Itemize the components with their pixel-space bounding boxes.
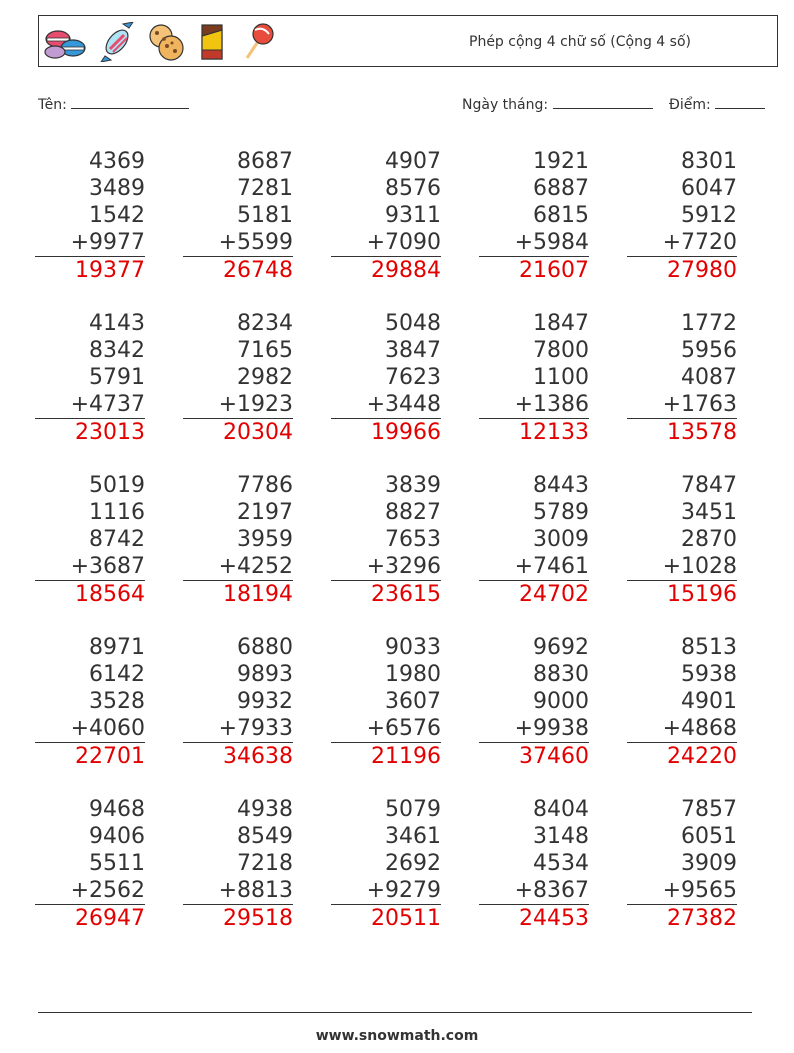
addition-problem	[183, 634, 293, 771]
answer: 23615	[371, 582, 441, 607]
addend: 9406	[89, 824, 145, 849]
addition-problem	[627, 634, 737, 771]
answer: 27382	[667, 906, 737, 931]
addend: 8342	[89, 338, 145, 363]
addition-problem	[183, 310, 293, 447]
answer: 23013	[75, 420, 145, 445]
addend: 7857	[681, 797, 737, 822]
addend: 2692	[385, 851, 441, 876]
addend-with-plus: +4252	[183, 553, 293, 581]
answer: 26947	[75, 906, 145, 931]
addend: 1116	[89, 500, 145, 525]
addend: 7653	[385, 527, 441, 552]
addition-problem	[35, 796, 145, 933]
addend: 4901	[681, 689, 737, 714]
addition-problem	[183, 472, 293, 609]
addend-with-plus: +3687	[35, 553, 145, 581]
name-field	[38, 94, 189, 113]
name-line[interactable]	[71, 94, 189, 109]
addend-with-plus: +4737	[35, 391, 145, 419]
answer: 24702	[519, 582, 589, 607]
addend: 8971	[89, 635, 145, 660]
answer: 20511	[371, 906, 441, 931]
addend: 7165	[237, 338, 293, 363]
addend-with-plus: +9938	[479, 715, 589, 743]
answer: 15196	[667, 582, 737, 607]
addend: 8576	[385, 176, 441, 201]
addend: 5079	[385, 797, 441, 822]
addend: 1772	[681, 311, 737, 336]
addend-with-plus: +1386	[479, 391, 589, 419]
date-field	[462, 94, 653, 113]
addend: 3451	[681, 500, 737, 525]
addend: 5511	[89, 851, 145, 876]
addition-problem	[331, 310, 441, 447]
addend-with-plus: +1028	[627, 553, 737, 581]
addition-problem	[627, 310, 737, 447]
score-field	[669, 94, 765, 113]
answer: 24220	[667, 744, 737, 769]
addition-problem	[183, 796, 293, 933]
icon-strip	[43, 20, 275, 64]
footer-site: www.snowmath.com	[315, 1028, 479, 1044]
addend: 4143	[89, 311, 145, 336]
addend: 1542	[89, 203, 145, 228]
addend: 8827	[385, 500, 441, 525]
addend: 1921	[533, 149, 589, 174]
addend: 3839	[385, 473, 441, 498]
addend-with-plus: +9977	[35, 229, 145, 257]
addend: 2982	[237, 365, 293, 390]
addend-with-plus: +1763	[627, 391, 737, 419]
date-line[interactable]	[553, 94, 653, 109]
addend: 4369	[89, 149, 145, 174]
addend: 8830	[533, 662, 589, 687]
addend: 3009	[533, 527, 589, 552]
addend-with-plus: +5599	[183, 229, 293, 257]
addend: 5956	[681, 338, 737, 363]
addend: 8687	[237, 149, 293, 174]
addend: 3528	[89, 689, 145, 714]
score-label: Điểm:	[669, 97, 711, 113]
addend-with-plus: +3448	[331, 391, 441, 419]
addition-problem	[479, 148, 589, 285]
addend: 9033	[385, 635, 441, 660]
answer: 21196	[371, 744, 441, 769]
addend-with-plus: +2562	[35, 877, 145, 905]
date-label: Ngày tháng:	[462, 97, 549, 113]
addend: 5019	[89, 473, 145, 498]
answer: 20304	[223, 420, 293, 445]
addend: 8234	[237, 311, 293, 336]
addend-with-plus: +7461	[479, 553, 589, 581]
addend: 3959	[237, 527, 293, 552]
addend: 8301	[681, 149, 737, 174]
addend: 6815	[533, 203, 589, 228]
addend: 1980	[385, 662, 441, 687]
addition-problem	[627, 148, 737, 285]
addend: 2197	[237, 500, 293, 525]
addend: 9468	[89, 797, 145, 822]
lollipop-icon	[239, 22, 275, 62]
addition-problem	[35, 472, 145, 609]
worksheet-header	[38, 15, 778, 67]
addend: 5791	[89, 365, 145, 390]
addend: 8513	[681, 635, 737, 660]
answer: 12133	[519, 420, 589, 445]
addition-problem	[331, 796, 441, 933]
addend: 9000	[533, 689, 589, 714]
score-line[interactable]	[715, 94, 765, 109]
footer-divider	[38, 1012, 752, 1013]
addition-problem	[35, 148, 145, 285]
addition-problem	[479, 796, 589, 933]
addend-with-plus: +9565	[627, 877, 737, 905]
addend: 4938	[237, 797, 293, 822]
addend: 7281	[237, 176, 293, 201]
addend-with-plus: +7090	[331, 229, 441, 257]
name-label: Tên:	[38, 97, 67, 113]
addend-with-plus: +9279	[331, 877, 441, 905]
addend: 3847	[385, 338, 441, 363]
answer: 13578	[667, 420, 737, 445]
addend-with-plus: +3296	[331, 553, 441, 581]
addend: 4087	[681, 365, 737, 390]
addend: 3909	[681, 851, 737, 876]
addition-problem	[331, 472, 441, 609]
addend: 7800	[533, 338, 589, 363]
addend: 6051	[681, 824, 737, 849]
addend: 5938	[681, 662, 737, 687]
addition-problem	[627, 796, 737, 933]
addition-problem	[331, 148, 441, 285]
addend: 8443	[533, 473, 589, 498]
answer: 24453	[519, 906, 589, 931]
answer: 37460	[519, 744, 589, 769]
addend: 1847	[533, 311, 589, 336]
addend: 6142	[89, 662, 145, 687]
answer: 29884	[371, 258, 441, 283]
addition-problem	[331, 634, 441, 771]
addend: 7786	[237, 473, 293, 498]
addend-with-plus: +4060	[35, 715, 145, 743]
addend: 9893	[237, 662, 293, 687]
addend: 8742	[89, 527, 145, 552]
answer: 18564	[75, 582, 145, 607]
addend: 3461	[385, 824, 441, 849]
addend: 4534	[533, 851, 589, 876]
addend: 4907	[385, 149, 441, 174]
addend: 7847	[681, 473, 737, 498]
addend: 7218	[237, 851, 293, 876]
addend: 3607	[385, 689, 441, 714]
addend: 1100	[533, 365, 589, 390]
addend: 6047	[681, 176, 737, 201]
addend-with-plus: +1923	[183, 391, 293, 419]
answer: 27980	[667, 258, 737, 283]
answer: 26748	[223, 258, 293, 283]
addend-with-plus: +7933	[183, 715, 293, 743]
addend: 8404	[533, 797, 589, 822]
addend-with-plus: +5984	[479, 229, 589, 257]
addend-with-plus: +7720	[627, 229, 737, 257]
answer: 18194	[223, 582, 293, 607]
addend: 6887	[533, 176, 589, 201]
addend: 5181	[237, 203, 293, 228]
addition-problem	[183, 148, 293, 285]
addition-problem	[479, 472, 589, 609]
answer: 29518	[223, 906, 293, 931]
answer: 19966	[371, 420, 441, 445]
addend: 5912	[681, 203, 737, 228]
addend-with-plus: +6576	[331, 715, 441, 743]
addition-problem	[479, 634, 589, 771]
answer: 34638	[223, 744, 293, 769]
addend: 5789	[533, 500, 589, 525]
addition-problem	[627, 472, 737, 609]
addend-with-plus: +8367	[479, 877, 589, 905]
worksheet-title: Phép cộng 4 chữ số (Cộng 4 số)	[469, 34, 691, 50]
answer: 19377	[75, 258, 145, 283]
addend: 5048	[385, 311, 441, 336]
addend: 3148	[533, 824, 589, 849]
answer: 22701	[75, 744, 145, 769]
addend: 2870	[681, 527, 737, 552]
addend: 9932	[237, 689, 293, 714]
macarons-icon	[43, 22, 87, 62]
addend: 9311	[385, 203, 441, 228]
addend: 8549	[237, 824, 293, 849]
candy-icon	[99, 22, 135, 62]
addend-with-plus: +4868	[627, 715, 737, 743]
addition-problem	[479, 310, 589, 447]
addend: 9692	[533, 635, 589, 660]
addition-problem	[35, 634, 145, 771]
addend: 3489	[89, 176, 145, 201]
chocolate-bar-icon	[197, 22, 227, 62]
addend-with-plus: +8813	[183, 877, 293, 905]
cookie-icon	[147, 22, 185, 62]
addition-problem	[35, 310, 145, 447]
answer: 21607	[519, 258, 589, 283]
addend: 7623	[385, 365, 441, 390]
addend: 6880	[237, 635, 293, 660]
